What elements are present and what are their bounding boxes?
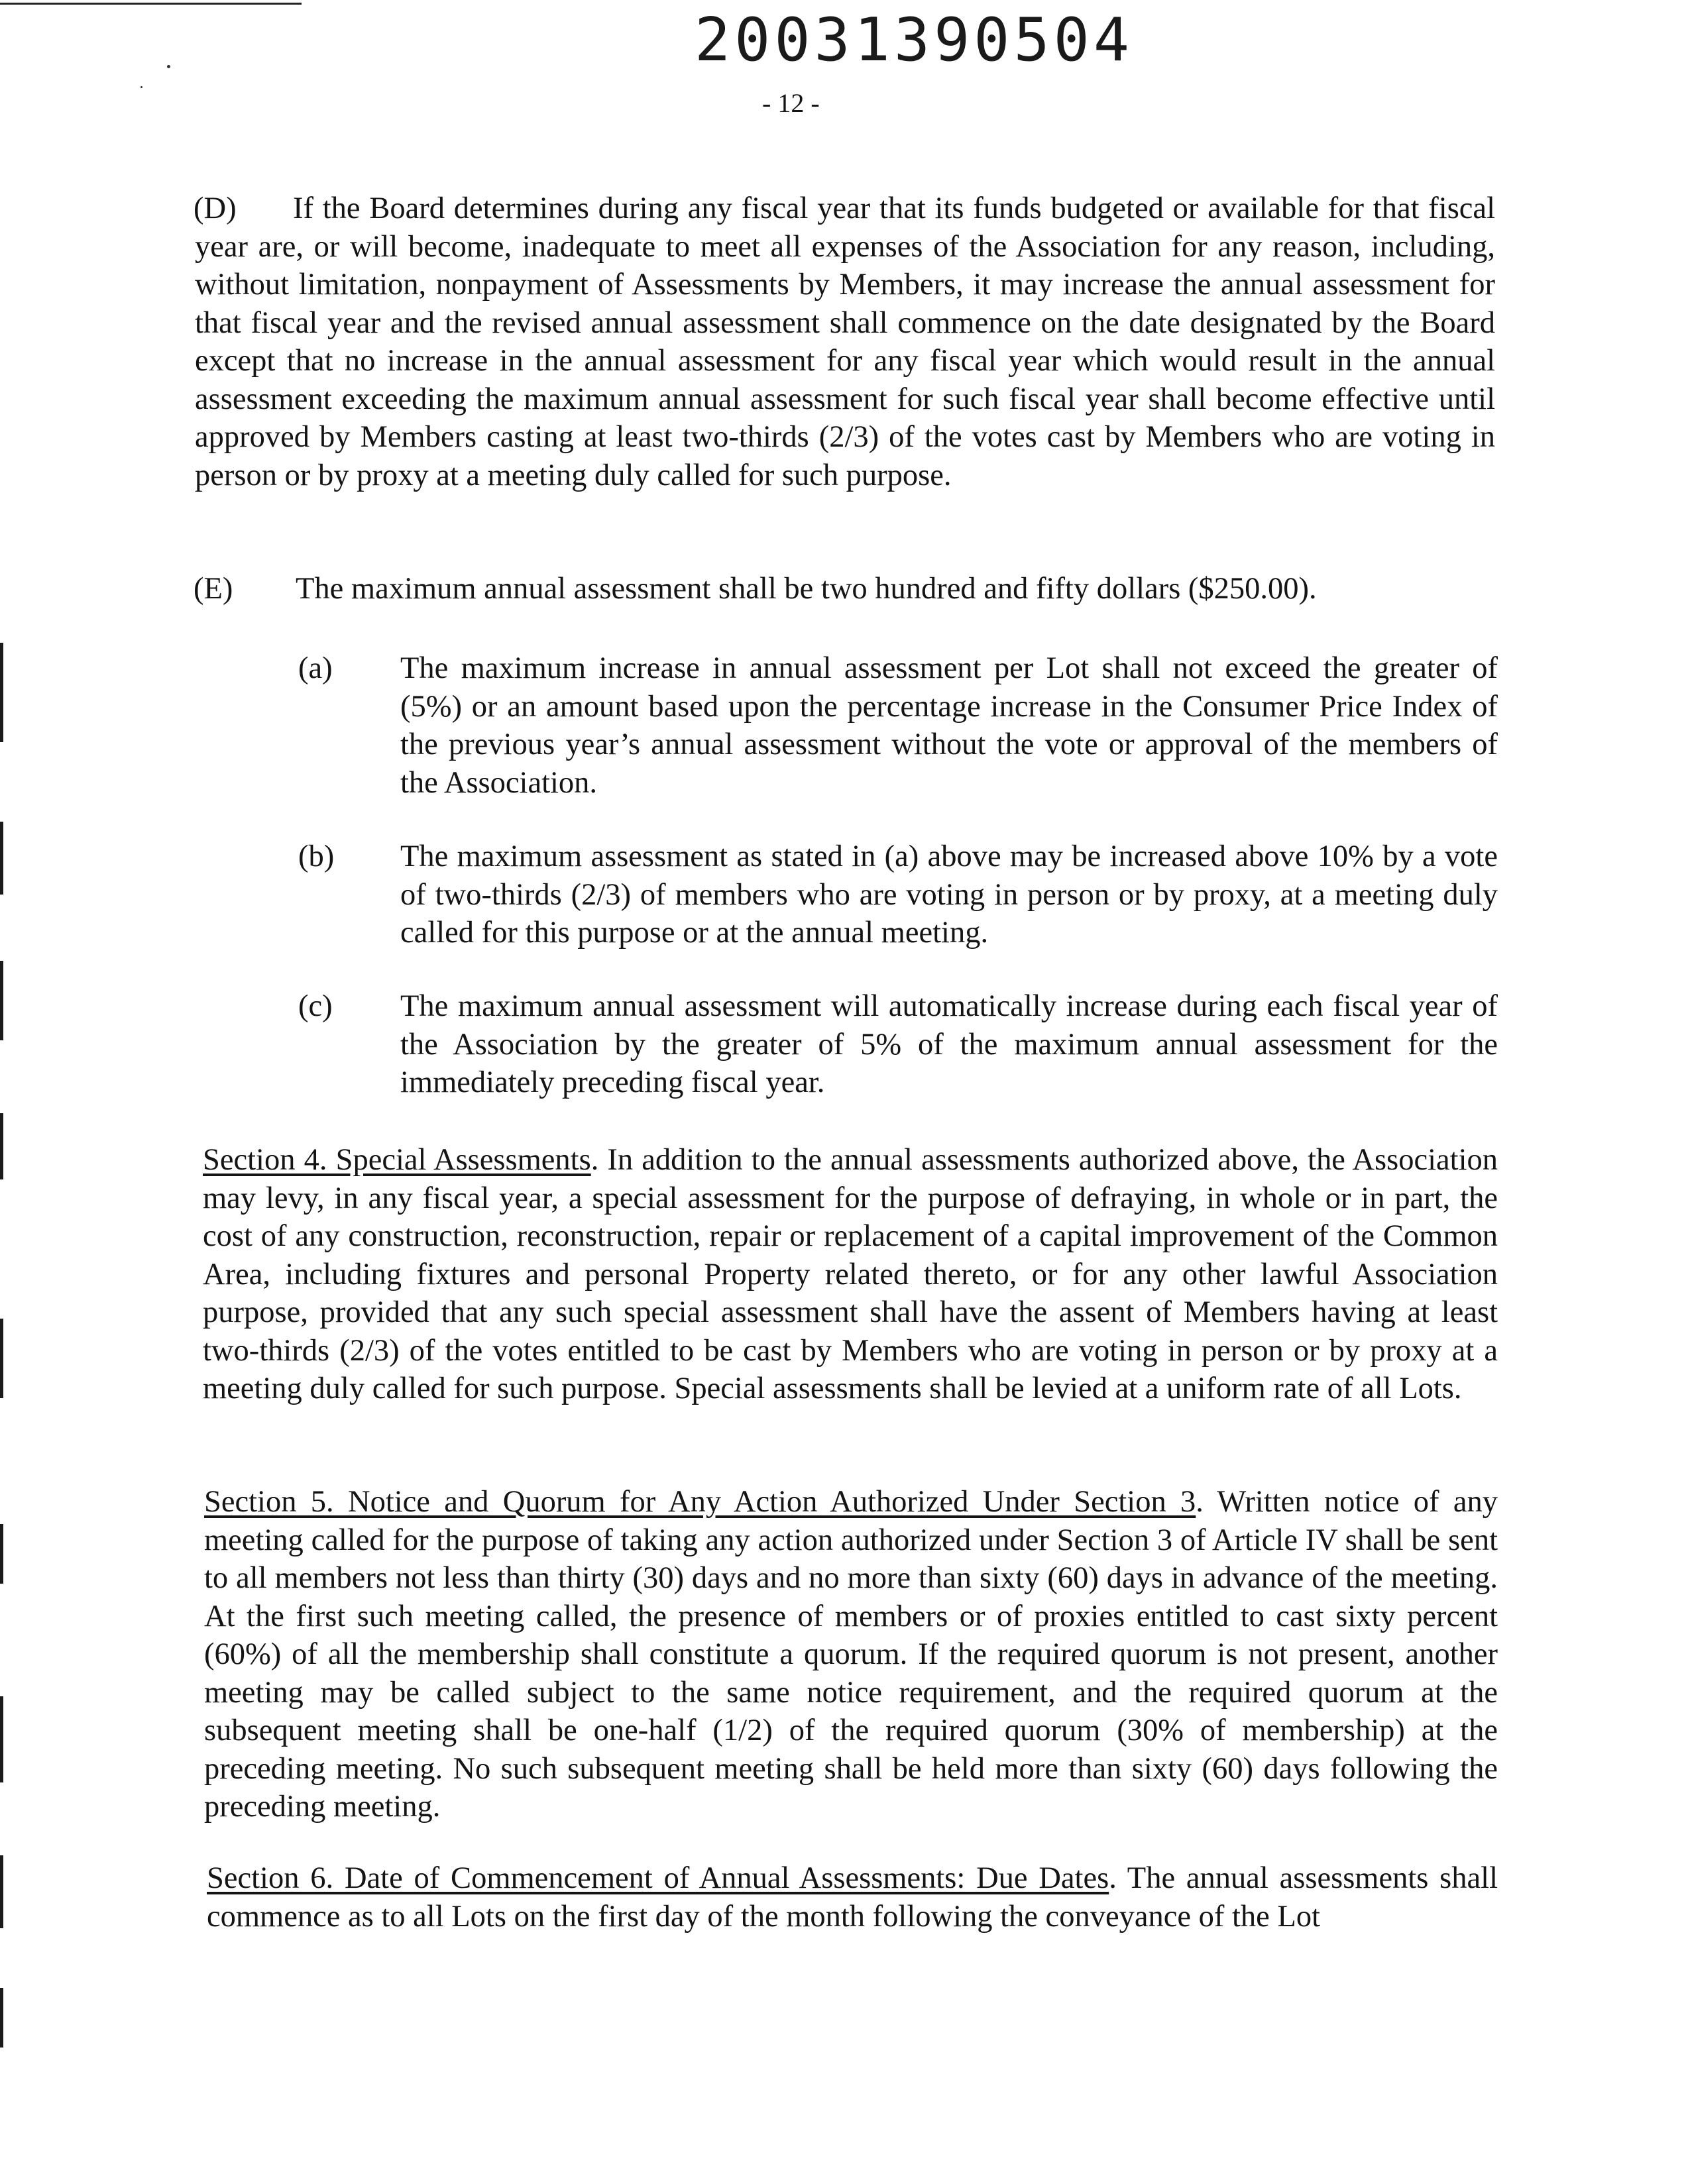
scan-edge-mark — [0, 961, 3, 1040]
scan-edge-mark — [0, 1524, 3, 1584]
section-4-heading: Section 4. Special Assessments — [203, 1143, 591, 1177]
scan-speck — [140, 86, 142, 88]
section-4-text: . In addition to the annual assessments authorized above, the Association may levy, in any fiscal year, a special assessment for the purpose of defraying, in whole or in part, the cost of any construction, reconstruction, repair or replacement of a capital improvement of the Common Area, including fixtures and personal Property related thereto, or for any other lawful Association purpose, provided that any such special assessment shall have the assent of Members having at least two-thirds (2/3) of the votes entitled to be cast by Members who are voting in person or by proxy at a meeting duly called for such purpose. Special assessments shall be levied at a uniform rate of all Lots. — [203, 1143, 1498, 1405]
paragraph-e-text: The maximum annual assessment shall be two hundred and fifty dollars ($250.00). — [296, 572, 1317, 606]
scan-edge-mark — [0, 1319, 3, 1398]
scan-edge-mark — [0, 1696, 3, 1782]
section-6-heading: Section 6. Date of Commencement of Annual Assessments: Due Dates — [207, 1861, 1109, 1895]
document-number: 20031390504 — [695, 5, 1134, 75]
paragraph-d-text: If the Board determines during any fiscal year that its funds budgeted or available for that fiscal year are, or will become, inadequate to meet all expenses of the Association for any reason, including, without limitation, nonpayment of Assessments by Members, it may increase the annual assessment for that fiscal year and the revised annual assessment shall commence on the date designated by the Board except that no increase in the annual assessment for any fiscal year which would result in the annual assessment exceeding the maximum annual assessment for such fiscal year shall become effective until approved by Members casting at least two-thirds (2/3) of the votes cast by Members who are voting in person or by proxy at a meeting duly called for such purpose. — [195, 191, 1495, 492]
scan-speck — [167, 65, 170, 68]
scan-edge-mark — [0, 1988, 3, 2048]
paragraph-e-label: (E) — [194, 572, 233, 606]
subitem-b-text: The maximum assessment as stated in (a) above may be increased above 10% by a vote of two-thirds (2/3) of members who are voting in person or by proxy, at a meeting duly called for this purpose or at the annual meeting. — [400, 840, 1498, 950]
section-6-text: . The annual assessments shall commence as to all Lots on the first day of the month following the conveyance of the Lot — [207, 1861, 1498, 1934]
section-5 — [204, 1483, 1498, 1826]
scan-edge-mark — [0, 643, 3, 742]
paragraph-d-label: (D) — [194, 191, 237, 225]
section-6 — [207, 1859, 1498, 1936]
page-number: - 12 - — [762, 88, 820, 118]
subitem-b-label: (b) — [298, 840, 335, 873]
subitem-c-label: (c) — [298, 989, 333, 1023]
subitem-c-text: The maximum annual assessment will automatically increase during each fiscal year of the Association by the greater of 5% of the maximum annual assessment for the immediately preceding fiscal year. — [400, 989, 1498, 1099]
section-5-text: . Written notice of any meeting called for the purpose of taking any action authorized under Section 3 of Article IV shall be sent to all members not less than thirty (30) days and no more than sixty (60) days in advance of the meeting. At the first such meeting called, the presence of members or of proxies entitled to cast sixty percent (60%) of all the membership shall constitute a quorum. If the required quorum is not present, another meeting may be called subject to the same notice requirement, and the required quorum at the subsequent meeting shall be one-half (1/2) of the required quorum (30% of membership) at the preceding meeting. No such subsequent meeting shall be held more than sixty (60) days following the preceding meeting. — [204, 1485, 1498, 1824]
section-5-heading: Section 5. Notice and Quorum for Any Action Authorized Under Section 3 — [204, 1485, 1196, 1519]
scan-edge-line — [0, 3, 302, 5]
scan-edge-mark — [0, 822, 3, 895]
section-4 — [203, 1141, 1498, 1408]
subitem-a-label: (a) — [298, 651, 333, 685]
subitem-a-text: The maximum increase in annual assessment per Lot shall not exceed the greater of (5%) or an amount based upon the percentage increase in the Consumer Price Index of the previous year’s annual assessment without the vote or approval of the members of the Association. — [400, 651, 1498, 800]
scan-edge-mark — [0, 1113, 3, 1179]
scan-edge-mark — [0, 1855, 3, 1928]
